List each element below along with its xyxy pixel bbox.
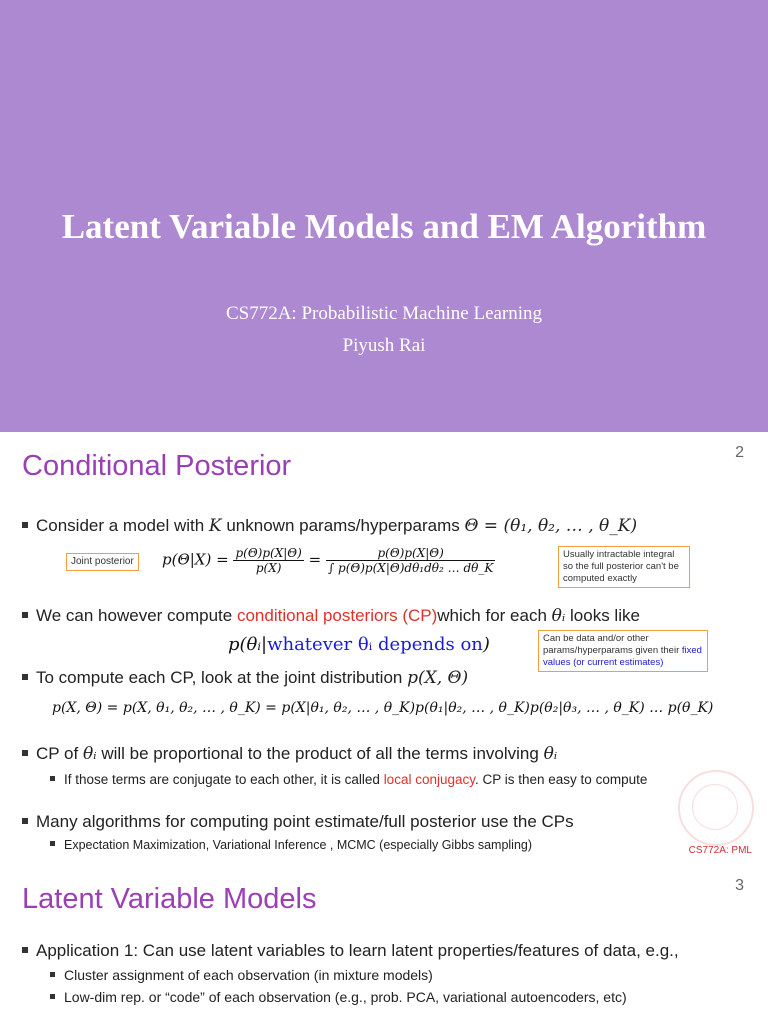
bullet-marker	[22, 612, 28, 618]
slide-conditional-posterior	[0, 432, 768, 867]
bullet-algorithms: Many algorithms for computing point estimate/full posterior use the CPs	[22, 812, 574, 832]
title-slide	[0, 0, 768, 432]
slide-title: Latent Variable Models and EM Algorithm	[61, 207, 707, 246]
page-number: 2	[735, 444, 744, 461]
equation-posterior: p(Θ|X) = $\frac{p(\Theta)p(X|\Theta)}{p(X)}$ = $\frac{p(\Theta)p(X|\Theta)}{\text{∫ p(Θ)p(X|Θ)dθ₁dθ₂ … dθ\_K}}$	[162, 546, 494, 575]
slide-heading: Latent Variable Models	[22, 883, 317, 915]
bullet-marker	[50, 841, 55, 846]
bullet-marker	[22, 522, 28, 528]
page-number: 3	[735, 877, 744, 894]
note-joint-posterior: Joint posterior	[66, 553, 139, 571]
bullet-conditional: We can however compute conditional posteriors (CP)which for each θᵢ looks like	[22, 606, 640, 626]
equation-joint: p(X, Θ) = p(X, θ₁, θ₂, … , θ_K) = p(X|θ₁, θ₂, … , θ_K)p(θ₁|θ₂, … , θ_K)p(θ₂|θ₃, … , θ_K) … p(θ_K)	[52, 700, 714, 716]
bullet-marker	[22, 947, 28, 953]
sub-bullet-algorithms: Expectation Maximization, Variational Inference , MCMC (especially Gibbs sampling)	[50, 838, 532, 852]
university-seal	[678, 770, 754, 846]
note-depends-on: Can be data and/or other params/hyperparams given their fixed values (or current estimates)	[538, 630, 708, 672]
sub-bullet-cluster: Cluster assignment of each observation (in mixture models)	[50, 967, 433, 983]
slide-latent-variable-models	[0, 867, 768, 1024]
bullet-proportional: CP of θᵢ will be proportional to the product of all the terms involving θᵢ	[22, 744, 557, 764]
bullet-marker	[22, 818, 28, 824]
equation-cp: p(θᵢ|whatever θᵢ depends on)	[228, 634, 490, 655]
bullet-marker	[50, 776, 55, 781]
bullet-marker	[22, 674, 28, 680]
sub-bullet-conjugacy: If those terms are conjugate to each other, it is called local conjugacy. CP is then easy to compute	[50, 772, 647, 787]
bullet-application: Application 1: Can use latent variables to learn latent properties/features of data, e.g.,	[22, 941, 679, 961]
bullet-joint: To compute each CP, look at the joint distribution p(X, Θ)	[22, 668, 468, 688]
author-name: Piyush Rai	[342, 335, 426, 356]
note-intractable: Usually intractable integral so the full posterior can't be computed exactly	[558, 546, 690, 588]
bullet-model: Consider a model with K unknown params/hyperparams Θ = (θ₁, θ₂, … , θ_K)	[22, 516, 637, 536]
bullet-marker	[22, 750, 28, 756]
sub-bullet-lowdim: Low-dim rep. or “code” of each observation (e.g., prob. PCA, variational autoencoders, etc)	[50, 989, 627, 1005]
slide-footer: CS772A: PML	[688, 845, 752, 856]
slide-heading: Conditional Posterior	[22, 450, 292, 482]
course-name: CS772A: Probabilistic Machine Learning	[225, 303, 543, 324]
bullet-marker	[50, 994, 55, 999]
bullet-marker	[50, 972, 55, 977]
